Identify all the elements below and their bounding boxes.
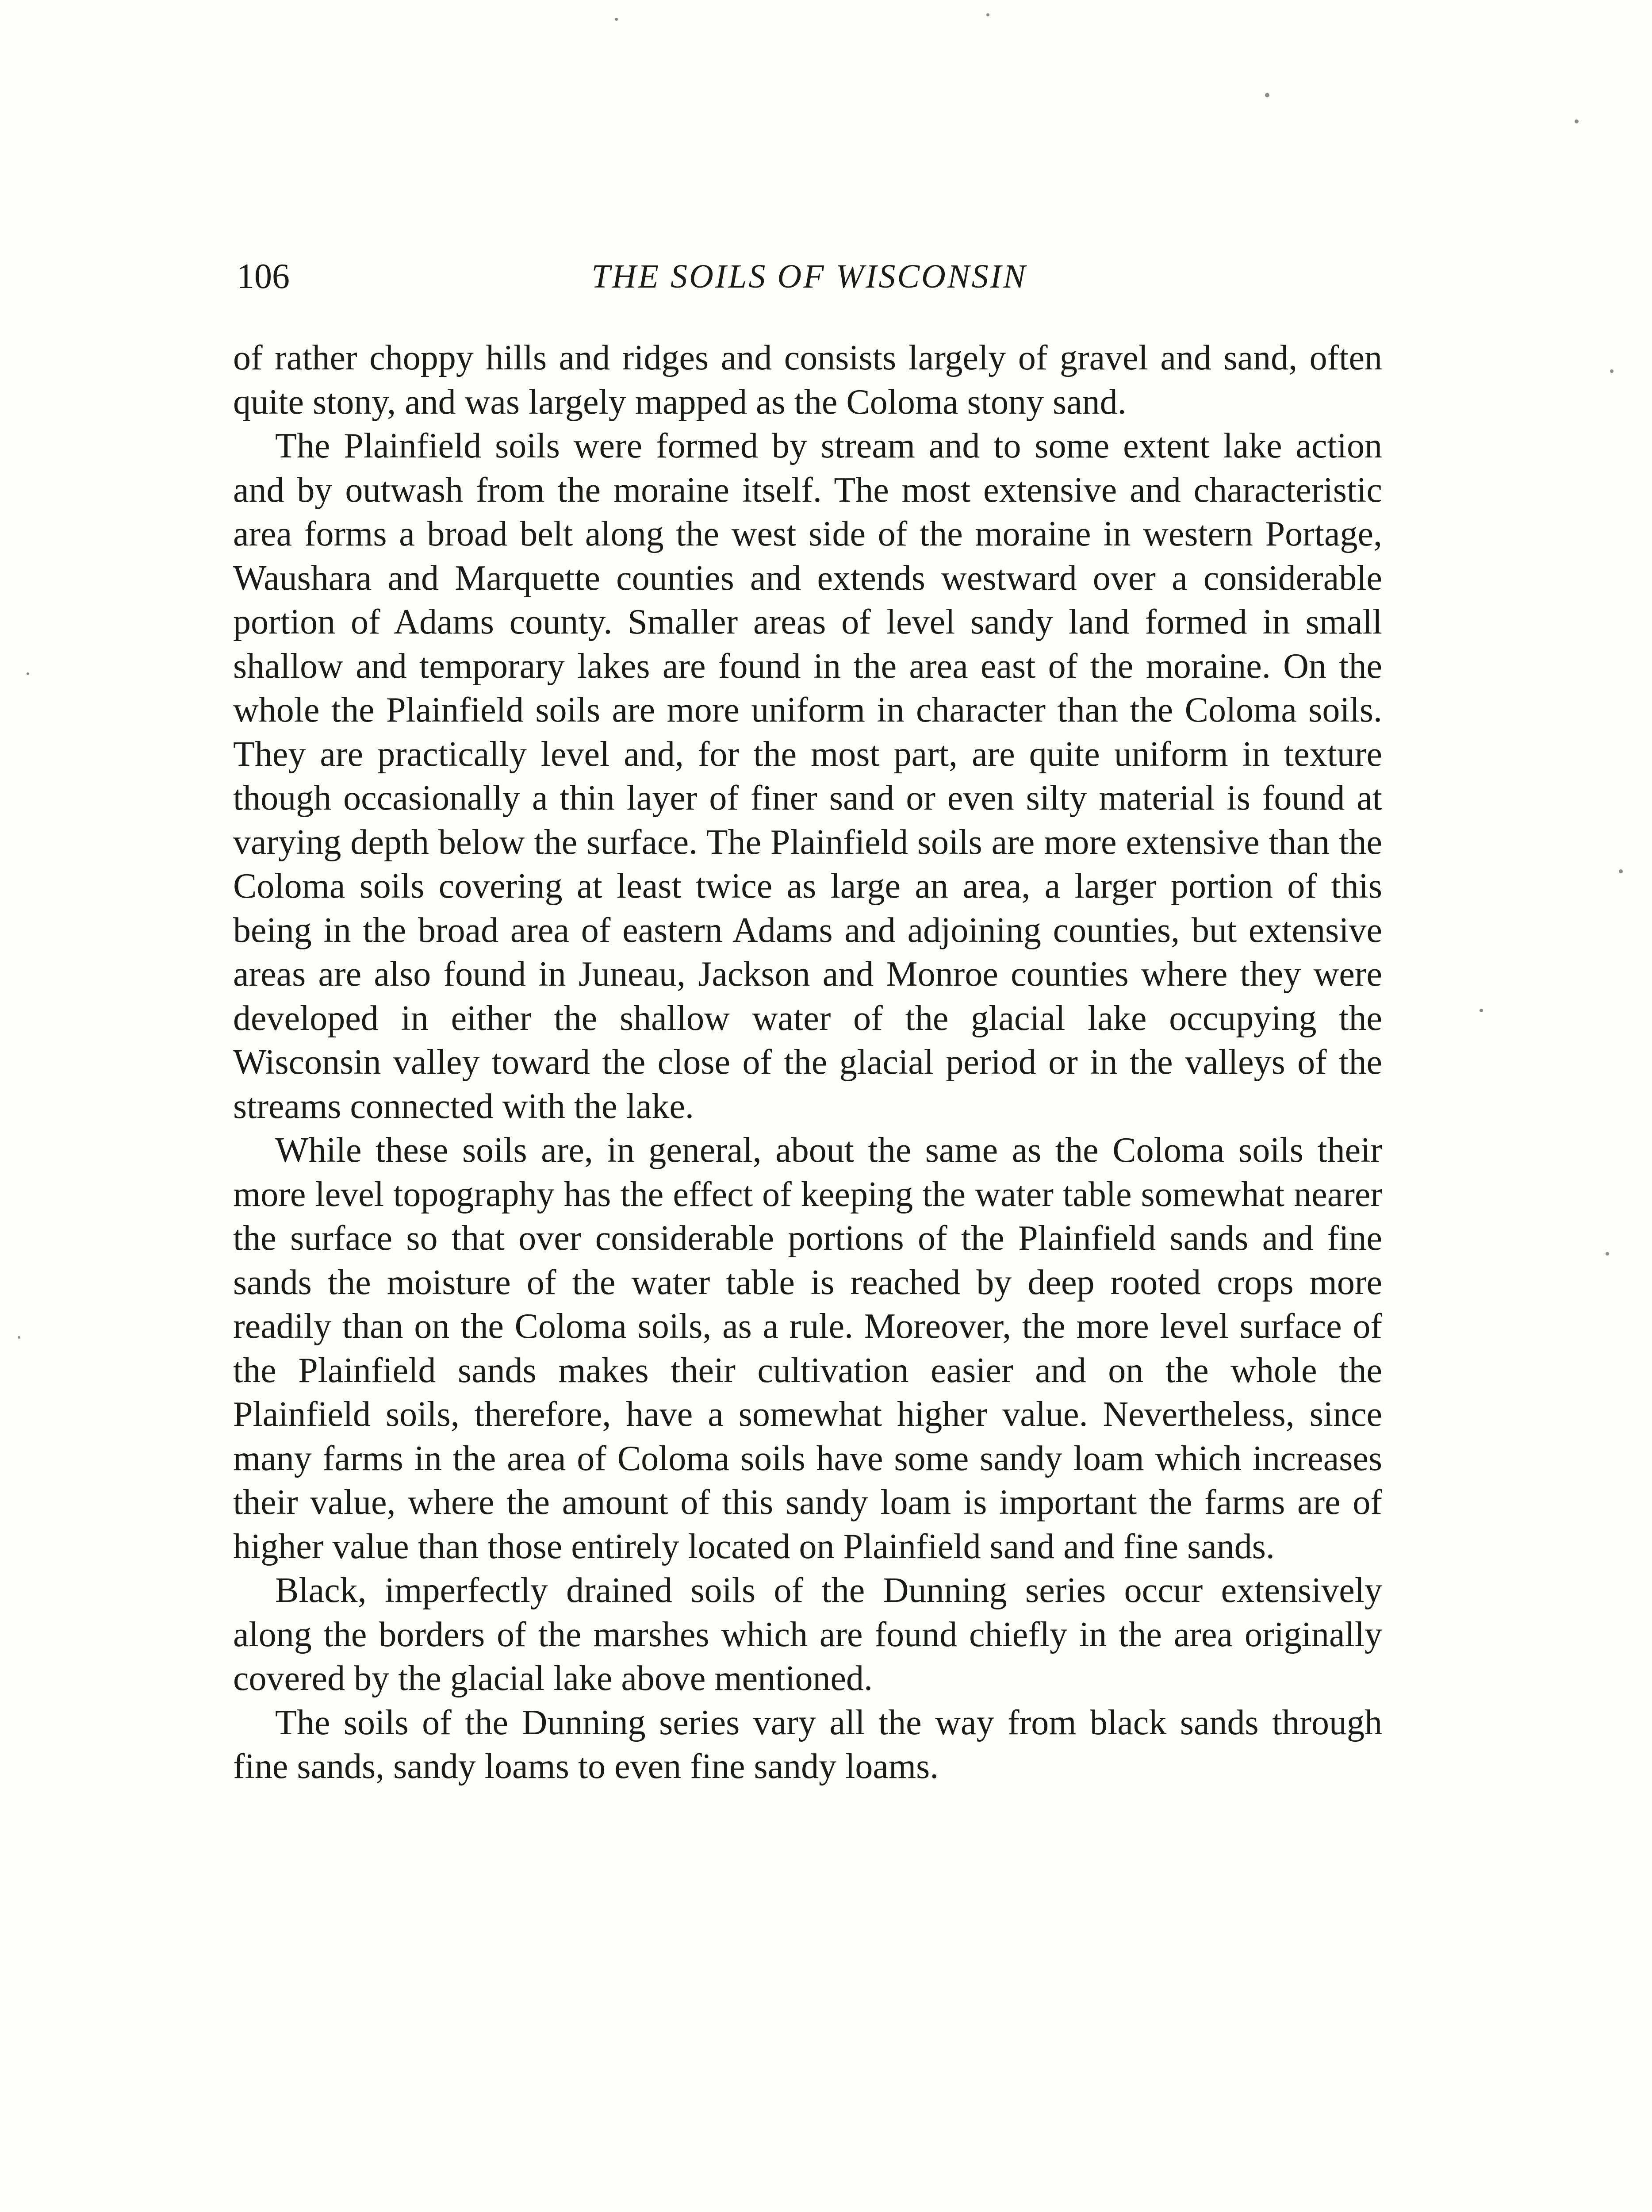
scan-speck — [18, 1336, 20, 1339]
paragraph: Black, imperfectly drained soils of the Dunning series occur extensively along the borders of the marshes which are found chiefly in the area originally covered by the glacial lake above mentioned. — [233, 1571, 1382, 1698]
paragraph: of rather choppy hills and ridges and consists largely of gravel and sand, often quite stony, and was largely mapped as the Coloma stony sand. — [233, 338, 1382, 422]
scan-speck — [615, 18, 618, 21]
running-title: THE SOILS OF WISCONSIN — [591, 258, 1027, 295]
scan-speck — [1265, 93, 1269, 97]
paragraph: The soils of the Dunning series vary all the way from black sands through fine sands, sandy loams to even fine sandy loams. — [233, 1703, 1382, 1786]
scan-speck — [27, 672, 29, 675]
scan-speck — [1575, 119, 1579, 123]
paragraph: The Plainfield soils were formed by stream and to some extent lake action and by outwash from the moraine itself. The most extensive and characteristic area forms a broad belt along the west side of the moraine in western Portage, Waushara and Marquette counties and extends westward over a considerable portion of Adams county. Smaller areas of level sandy land formed in small shallow and temporary lakes are found in the area east of the moraine. On the whole the Plainfield soils are more uniform in character than the Coloma soils. They are practically level and, for the most part, are quite uniform in texture though occasionally a thin layer of finer sand or even silty material is found at varying depth below the surface. The Plainfield soils are more extensive than the Coloma soils covering at least twice as large an area, a larger portion of this being in the broad area of eastern Adams and adjoining counties, but extensive areas are also found in Juneau, Jackson and Monroe counties where they were developed in either the shallow water of the glacial lake occupying the Wisconsin valley toward the close of the glacial period or in the valleys of the streams connected with the lake. — [233, 426, 1382, 1126]
body-text — [233, 336, 1382, 1789]
scan-speck — [1610, 369, 1614, 373]
scan-speck — [986, 13, 989, 16]
page-header — [237, 252, 1382, 301]
paragraph: While these soils are, in general, about the same as the Coloma soils their more level topography has the effect of keeping the water table somewhat nearer the surface so that over considerable portions of the Plainfield sands and fine sands the moisture of the water table is reached by deep rooted crops more readily than on the Coloma soils, as a rule. Moreover, the more level surface of the Plainfield sands makes their cultivation easier and on the whole the Plainfield soils, therefore, have a somewhat higher value. Nevertheless, since many farms in the area of Coloma soils have some sandy loam which increases their value, where the amount of this sandy loam is important the farms are of higher value than those entirely located on Plainfield sand and fine sands. — [233, 1131, 1382, 1566]
page-number: 106 — [237, 257, 290, 296]
scan-speck — [1619, 869, 1623, 873]
scan-speck — [1606, 1252, 1609, 1256]
scan-speck — [1480, 1009, 1483, 1012]
